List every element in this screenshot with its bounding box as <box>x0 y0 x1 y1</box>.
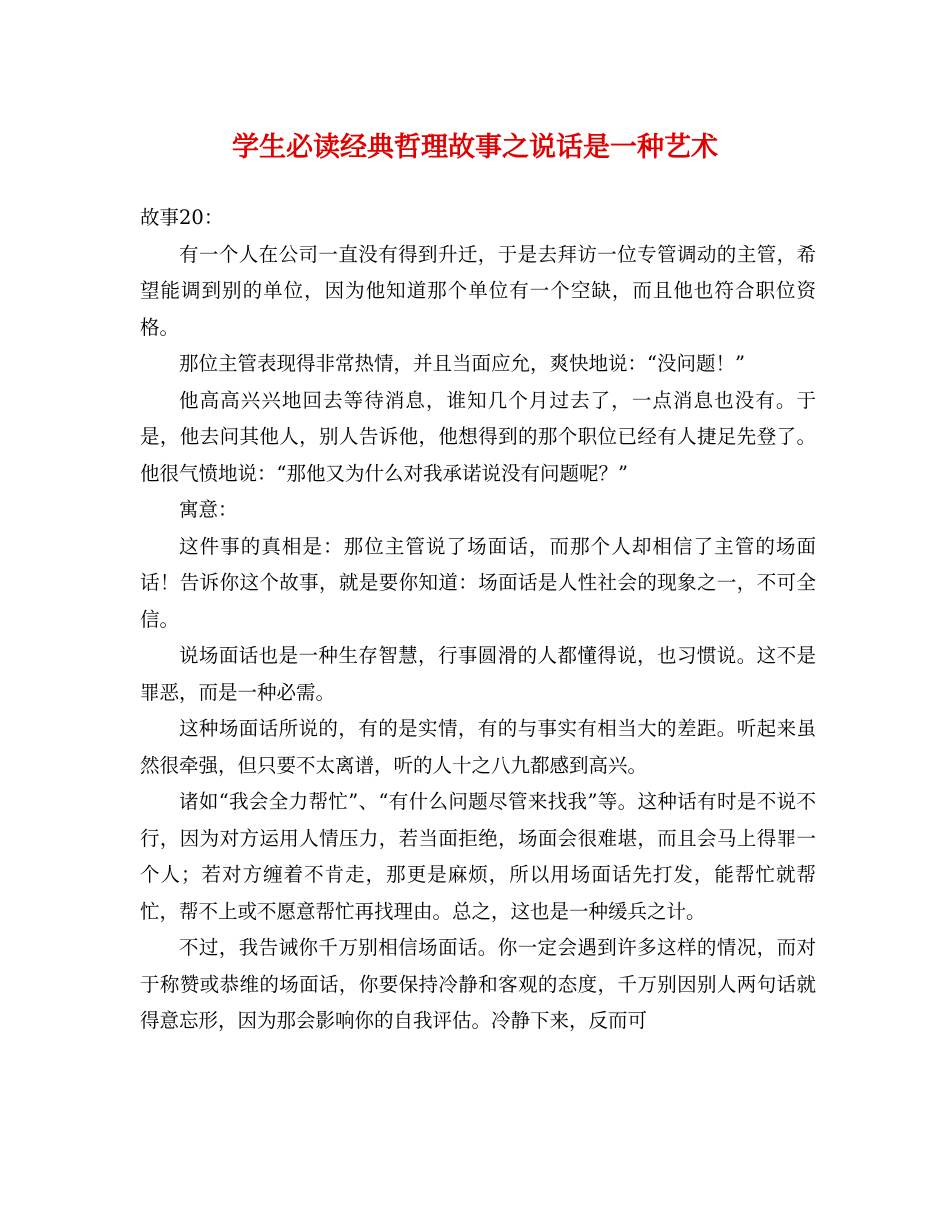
paragraph: 他高高兴兴地回去等待消息，谁知几个月过去了，一点消息也没有。于是，他去问其他人，别人告诉他，他想得到的那个职位已经有人捷足先登了。他很气愤地说：“那他又为什么对我承诺说没有问题呢？” <box>140 388 816 485</box>
paragraph: 那位主管表现得非常热情，并且当面应允，爽快地说：“没问题！” <box>179 352 745 375</box>
paragraph: 说场面话也是一种生存智慧，行事圆滑的人都懂得说，也习惯说。这不是罪恶，而是一种必需。 <box>140 644 816 704</box>
paragraph: 这种场面话所说的，有的是实情，有的与事实有相当大的差距。听起来虽然很牵强，但只要不太离谱，听的人十之八九都感到高兴。 <box>140 717 816 777</box>
story-label: 故事20： <box>140 206 224 229</box>
paragraph: 这件事的真相是：那位主管说了场面话，而那个人却相信了主管的场面话！告诉你这个故事，就是要你知道：场面话是人性社会的现象之一，不可全信。 <box>140 534 816 631</box>
paragraph: 不过，我告诫你千万别相信场面话。你一定会遇到许多这样的情况，而对于称赞或恭维的场面话，你要保持冷静和客观的态度，千万别因别人两句话就得意忘形，因为那会影响你的自我评估。冷静下来，反而可 <box>140 936 816 1032</box>
paragraph: 有一个人在公司一直没有得到升迁，于是去拜访一位专管调动的主管，希望能调到别的单位，因为他知道那个单位有一个空缺，而且他也符合职位资格。 <box>140 242 816 339</box>
document-title: 学生必读经典哲理故事之说话是一种艺术 <box>232 132 718 163</box>
moral-label: 寓意： <box>179 498 238 521</box>
document-body <box>140 200 816 1040</box>
paragraph: 诸如“我会全力帮忙”、“有什么问题尽管来找我”等。这种话有时是不说不行，因为对方运用人情压力，若当面拒绝，场面会很难堪，而且会马上得罪一个人；若对方缠着不肯走，那更是麻烦，所以用场面话先打发，能帮忙就帮忙，帮不上或不愿意帮忙再找理由。总之，这也是一种缓兵之计。 <box>140 790 816 923</box>
